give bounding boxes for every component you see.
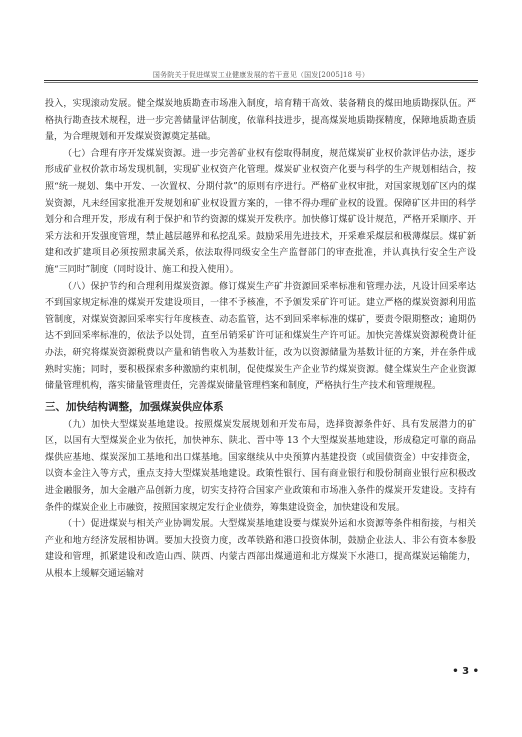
paragraph: （九）加快大型煤炭基地建设。按照煤炭发展规划和开发布局，选择资源条件好、具有发展潜力的矿区，以国有大型煤炭企业为依托，加快神东、陕北、晋中等 13 个大型煤炭基地建设，形成稳定可靠的商品煤供应基地、煤炭深加工基地和出口煤基地。国家继续从中央预算内基建投资（或国债资金）中安排资金，以资本金注入等方式，重点支持大型煤炭基地建设。政策性银行、国有商业银行和股份制商业银行应积极改进金融服务，加大金融产品创新力度，切实支持符合国家产业政策和市场准入条件的煤炭开发建设。支持有条件的煤炭企业上市融资，按照国家规定发行企业债券，筹集建设资金，加快建设和发展。 xyxy=(45,419,476,513)
header-rule-thin xyxy=(44,82,478,83)
paragraph: （七）合理有序开发煤炭资源。进一步完善矿业权有偿取得制度，规范煤炭矿业权价款评估办法，逐步形成矿业权价款市场发现机制，实现矿业权资产化管理。煤炭矿业权资产化要与科学的生产规划相结合，按照“统一规划、集中开发、一次置权、分期付款”的原则有序进行。严格矿业权审批，对国家规划矿区内的煤炭资源，凡未经国家批准开发规划和矿业权设置方案的，一律不得办理矿业权的设置。保障矿区井田的科学划分和合理开发，形成有利于保护和节约资源的煤炭开发秩序。加快修订煤矿设计规范，严格开采顺序、开采方法和开发强度管理，禁止越层越界和私挖乱采。鼓励采用先进技术，开采难采煤层和极薄煤层。煤矿新建和改扩建项目必须按照隶属关系，依法取得同级安全生产监督部门的审查批准，并认真执行安全生产设施“三同时”制度（同时设计、施工和投入使用）。 xyxy=(45,148,476,275)
paragraph: （十）促进煤炭与相关产业协调发展。大型煤炭基地建设要与煤炭外运和水资源等条件相衔接，与相关产业和地方经济发展相协调。要加大投资力度，改革铁路和港口投资体制，鼓励企业法人、非公有资本参股建设和管理，抓紧建设和改造山西、陕西、内蒙古西部出煤通道和北方煤炭下水港口，提高煤炭运输能力，从根本上缓解交通运输对 xyxy=(45,519,476,580)
header-rule xyxy=(44,80,478,81)
paragraph: （八）保护节约和合理利用煤炭资源。修订煤炭生产矿井资源回采率标准和管理办法，凡设计回采率达不到国家规定标准的煤炭开发建设项目，一律不予核准，不予颁发采矿许可证。建立严格的煤炭资源利用监管制度，对煤炭资源回采率实行年度核查、动态监管，达不到回采率标准的煤矿，要责令限期整改；逾期仍达不到回采率标准的，依法予以处罚，直至吊销采矿许可证和煤炭生产许可证。加快完善煤炭资源税费计征办法，研究将煤炭资源税费以产量和销售收入为基数计征，改为以资源储量为基数计征的方案，并在条件成熟时实施；同时，要积极探索多种激励约束机制，促使煤炭生产企业节约煤炭资源。健全煤炭生产企业资源储量管理机构，落实储量管理责任，完善煤炭储量管理档案和制度，严格执行生产技术和管理规程。 xyxy=(45,281,476,392)
body-text xyxy=(45,96,476,583)
paragraph: 投入，实现滚动发展。健全煤炭地质勘查市场准入制度，培育精干高效、装备精良的煤田地质勘探队伍。严格执行勘查技术规程，进一步完善储量评估制度，依靠科技进步，提高煤炭地质勘探精度，保障地质勘查质量，为合理规划和开发煤炭资源奠定基础。 xyxy=(45,99,476,143)
running-header: 国务院关于促进煤炭工业健康发展的若干意见（国发[2005]18 号） xyxy=(152,71,370,79)
page-number: • 3 • xyxy=(452,666,479,677)
section-heading: 三、加快结构调整，加强煤炭供应体系 xyxy=(45,400,224,413)
